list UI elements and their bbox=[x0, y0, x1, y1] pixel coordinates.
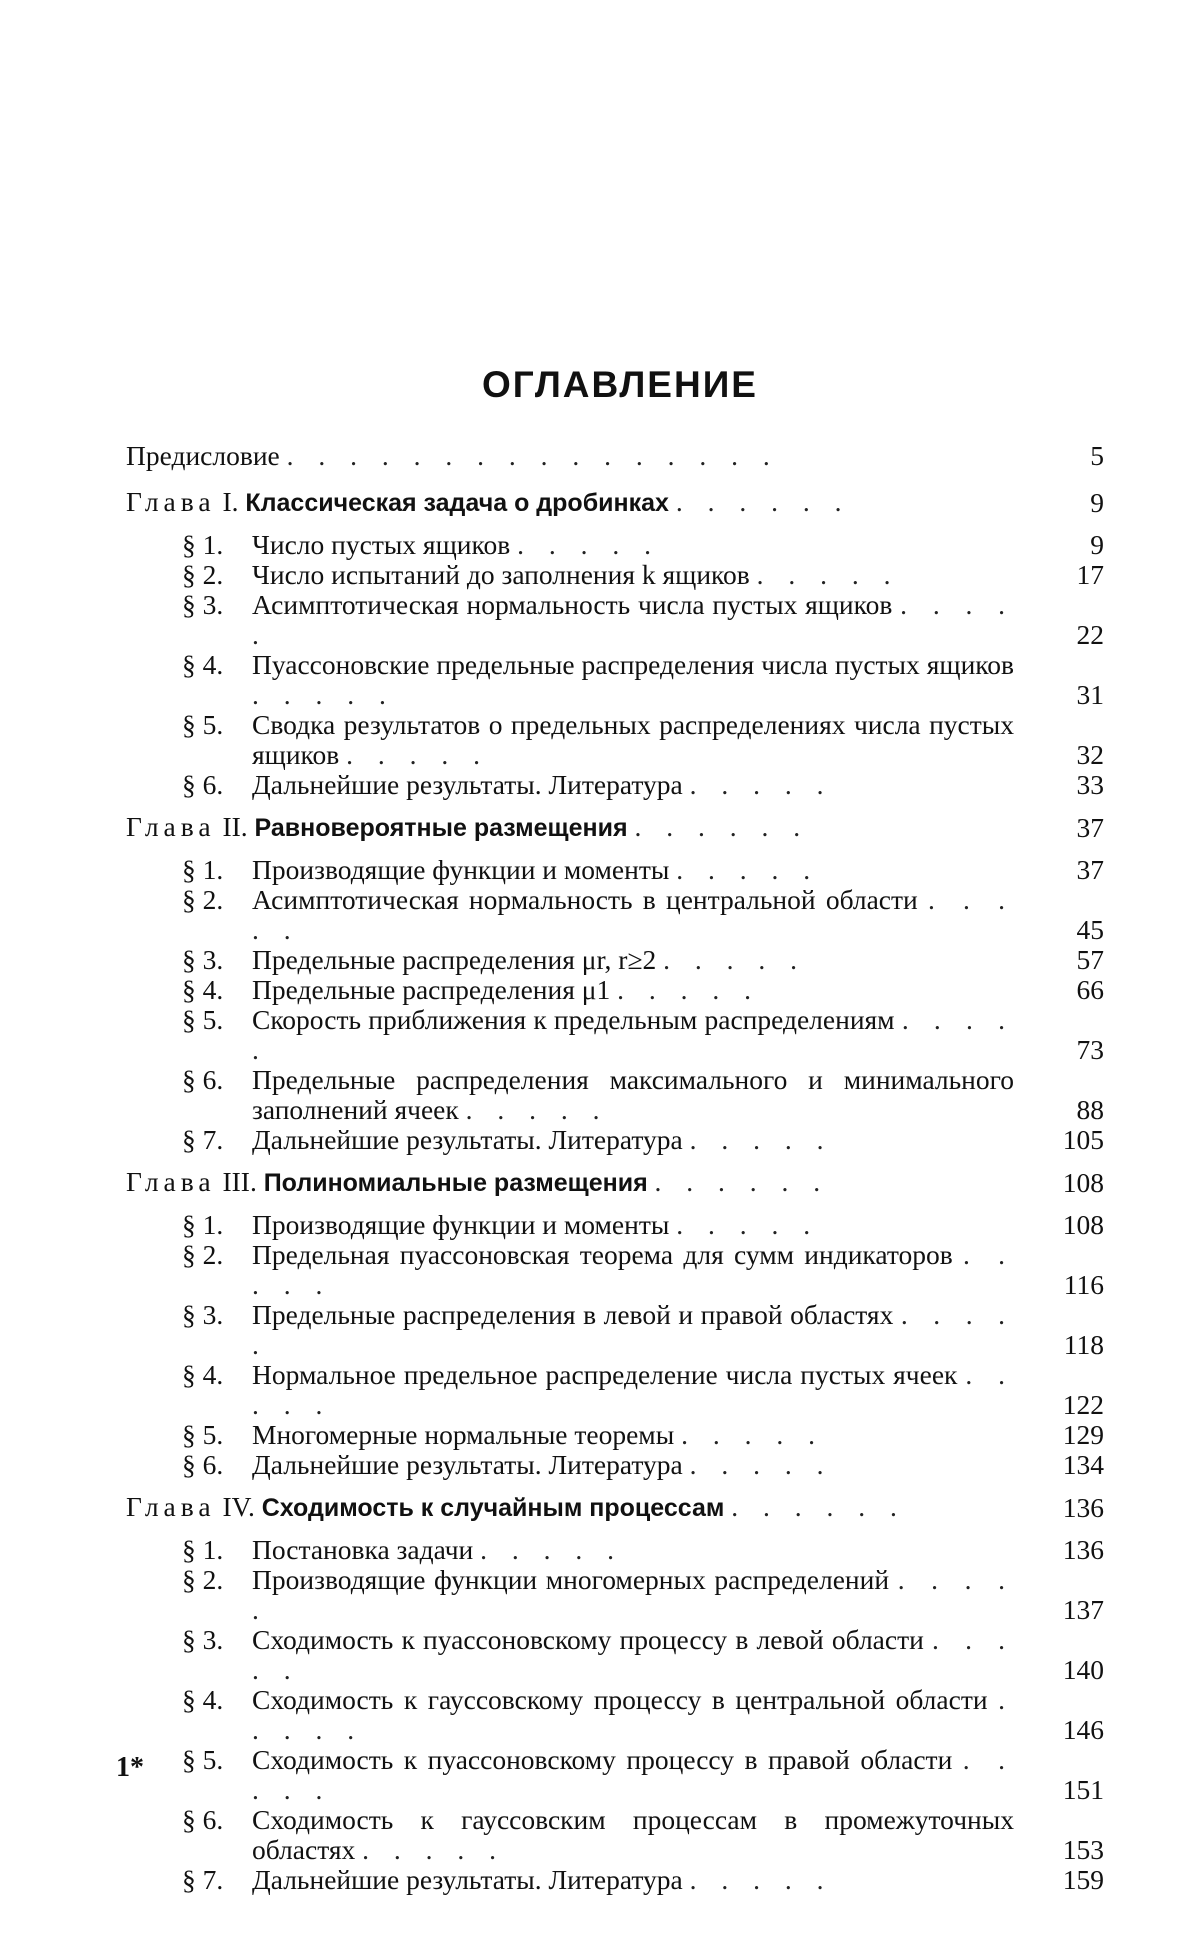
toc-chapter-entry: Глава III. Полиномиальные размещения . . . . . . 108 bbox=[126, 1166, 1104, 1198]
section-number: § 5. bbox=[182, 1004, 224, 1035]
toc-section-entry: § 3. Предельные распределения в левой и правой областях . . . . . 118 bbox=[182, 1299, 1104, 1360]
toc-section-entry: § 3. Асимптотическая нормальность числа пустых ящиков . . . . . 22 bbox=[182, 589, 1104, 650]
section-title: Нормальное предельное распределение числа пустых ячеек bbox=[252, 1359, 958, 1390]
toc-page-number: 88 bbox=[1076, 1094, 1104, 1125]
toc-page-number: 37 bbox=[1076, 812, 1104, 843]
toc-page-number: 73 bbox=[1076, 1034, 1104, 1065]
toc-page-number: 22 bbox=[1076, 619, 1104, 650]
section-title: Постановка задачи bbox=[252, 1534, 474, 1565]
toc-section-entry: § 4. Пуассоновские предельные распределения числа пустых ящиков . . . . . 31 bbox=[182, 649, 1104, 710]
toc-section-entry: § 4. Сходимость к гауссовскому процессу в центральной области . . . . . 146 bbox=[182, 1684, 1104, 1745]
toc-page-number: 9 bbox=[1090, 487, 1104, 518]
toc-page-number: 32 bbox=[1076, 739, 1104, 770]
toc-page-number: 140 bbox=[1062, 1654, 1104, 1685]
section-number: § 7. bbox=[182, 1864, 224, 1895]
toc-chapter-entry: Глава IV. Сходимость к случайным процессам . . . . . . 136 bbox=[126, 1491, 1104, 1523]
section-title: Дальнейшие результаты. Литература bbox=[252, 1449, 683, 1480]
toc-page-number: 5 bbox=[1090, 440, 1104, 471]
section-title: Пуассоновские предельные распределения числа пустых ящиков bbox=[252, 649, 1014, 680]
section-title: Производящие функции и моменты bbox=[252, 1209, 670, 1240]
section-title: Сводка результатов о предельных распределениях числа пустых ящиков bbox=[252, 709, 1014, 770]
chapter-numeral: I. bbox=[222, 486, 239, 517]
section-title: Сходимость к гауссовскому процессу в центральной области bbox=[252, 1684, 988, 1715]
section-number: § 4. bbox=[182, 974, 224, 1005]
toc-page-number: 105 bbox=[1062, 1124, 1104, 1155]
section-number: § 3. bbox=[182, 1624, 224, 1655]
section-number: § 4. bbox=[182, 649, 224, 680]
toc-page-number: 159 bbox=[1062, 1864, 1104, 1895]
toc-chapter-group bbox=[126, 812, 1104, 1155]
toc-page-number: 37 bbox=[1076, 854, 1104, 885]
chapter-numeral: IV. bbox=[222, 1491, 255, 1522]
toc-section-entry: § 1. Производящие функции и моменты . . . . . 108 bbox=[182, 1209, 1104, 1240]
toc-page-number: 108 bbox=[1062, 1209, 1104, 1240]
toc-section-entry: § 6. Сходимость к гауссовским процессам в промежуточных областях . . . . . 153 bbox=[182, 1804, 1104, 1865]
signature-mark: 1* bbox=[116, 1752, 144, 1783]
toc-page-number: 31 bbox=[1076, 679, 1104, 710]
toc-section-entry: § 5. Сводка результатов о предельных распределениях числа пустых ящиков . . . . . 32 bbox=[182, 709, 1104, 770]
section-title: Предельные распределения μr, r≥2 bbox=[252, 944, 657, 975]
toc-entry-label: Предисловие bbox=[126, 440, 280, 471]
chapter-prefix: Глава bbox=[126, 486, 216, 517]
chapter-numeral: II. bbox=[222, 811, 248, 842]
section-number: § 4. bbox=[182, 1359, 224, 1390]
chapter-prefix: Глава bbox=[126, 1491, 216, 1522]
toc-section-entry: § 4. Предельные распределения μ1 . . . . . 66 bbox=[182, 974, 1104, 1005]
toc-section-entry: § 7. Дальнейшие результаты. Литература . . . . . 159 bbox=[182, 1864, 1104, 1895]
toc-section-entry: § 6. Дальнейшие результаты. Литература . . . . . 33 bbox=[182, 769, 1104, 800]
section-number: § 3. bbox=[182, 589, 224, 620]
toc-page-number: 153 bbox=[1062, 1834, 1104, 1865]
toc-chapter-group bbox=[126, 487, 1104, 800]
section-title: Дальнейшие результаты. Литература bbox=[252, 769, 683, 800]
section-number: § 3. bbox=[182, 944, 224, 975]
toc-page-number: 146 bbox=[1062, 1714, 1104, 1745]
section-number: § 6. bbox=[182, 1064, 224, 1095]
toc-section-entry: § 2. Предельная пуассоновская теорема для сумм индикаторов . . . . . 116 bbox=[182, 1239, 1104, 1300]
toc-section-entry: § 3. Предельные распределения μr, r≥2 . . . . . 57 bbox=[182, 944, 1104, 975]
toc-section-entry: § 5. Сходимость к пуассоновскому процессу в правой области . . . . . 151 bbox=[182, 1744, 1104, 1805]
toc-page-number: 17 bbox=[1076, 559, 1104, 590]
toc-section-entry: § 1. Постановка задачи . . . . . 136 bbox=[182, 1534, 1104, 1565]
section-title: Предельные распределения максимального и минимального заполнений ячеек bbox=[252, 1064, 1014, 1125]
table-of-contents bbox=[126, 441, 1104, 1907]
section-number: § 1. bbox=[182, 529, 224, 560]
toc-page-number: 57 bbox=[1076, 944, 1104, 975]
toc-entry-preface: Предисловие . . . . . . . . . . . . . . . . 5 bbox=[126, 440, 1104, 471]
section-number: § 5. bbox=[182, 1419, 224, 1450]
section-title: Асимптотическая нормальность числа пустых ящиков bbox=[252, 589, 893, 620]
section-number: § 1. bbox=[182, 1534, 224, 1565]
chapter-title: Классическая задача о дробинках bbox=[245, 489, 669, 517]
toc-page-number: 33 bbox=[1076, 769, 1104, 800]
toc-section-entry: § 4. Нормальное предельное распределение числа пустых ячеек . . . . . 122 bbox=[182, 1359, 1104, 1420]
chapter-prefix: Глава bbox=[126, 1166, 216, 1197]
chapter-title: Полиномиальные размещения bbox=[263, 1169, 648, 1197]
section-title: Сходимость к пуассоновскому процессу в правой области bbox=[252, 1744, 953, 1775]
toc-page-number: 108 bbox=[1062, 1167, 1104, 1198]
section-title: Скорость приближения к предельным распределениям bbox=[252, 1004, 895, 1035]
section-title: Производящие функции и моменты bbox=[252, 854, 670, 885]
section-title: Предельная пуассоновская теорема для сумм индикаторов bbox=[252, 1239, 953, 1270]
section-number: § 6. bbox=[182, 1449, 224, 1480]
section-number: § 3. bbox=[182, 1299, 224, 1330]
toc-section-entry: § 5. Скорость приближения к предельным распределениям . . . . . 73 bbox=[182, 1004, 1104, 1065]
toc-chapter-group bbox=[126, 1492, 1104, 1895]
section-title: Сходимость к пуассоновскому процессу в левой области bbox=[252, 1624, 924, 1655]
toc-page-number: 45 bbox=[1076, 914, 1104, 945]
toc-section-entry: § 7. Дальнейшие результаты. Литература . . . . . 105 bbox=[182, 1124, 1104, 1155]
section-number: § 7. bbox=[182, 1124, 224, 1155]
section-number: § 1. bbox=[182, 854, 224, 885]
section-title: Предельные распределения μ1 bbox=[252, 974, 611, 1005]
section-title: Дальнейшие результаты. Литература bbox=[252, 1864, 683, 1895]
section-number: § 1. bbox=[182, 1209, 224, 1240]
toc-section-entry: § 5. Многомерные нормальные теоремы . . . . . 129 bbox=[182, 1419, 1104, 1450]
toc-page-number: 134 bbox=[1062, 1449, 1104, 1480]
toc-chapter-entry: Глава II. Равновероятные размещения . . . . . . 37 bbox=[126, 811, 1104, 843]
toc-chapter-entry: Глава I. Классическая задача о дробинках . . . . . . 9 bbox=[126, 486, 1104, 518]
toc-section-entry: § 2. Асимптотическая нормальность в центральной области . . . . . 45 bbox=[182, 884, 1104, 945]
toc-section-entry: § 3. Сходимость к пуассоновскому процессу в левой области . . . . . 140 bbox=[182, 1624, 1104, 1685]
page-title: ОГЛАВЛЕНИЕ bbox=[482, 364, 758, 405]
toc-page-number: 9 bbox=[1090, 529, 1104, 560]
section-title: Асимптотическая нормальность в центральной области bbox=[252, 884, 918, 915]
toc-chapter-group bbox=[126, 1167, 1104, 1480]
chapter-numeral: III. bbox=[222, 1166, 257, 1197]
section-title: Число пустых ящиков bbox=[252, 529, 511, 560]
section-title: Предельные распределения в левой и правой областях bbox=[252, 1299, 894, 1330]
toc-page-number: 136 bbox=[1062, 1534, 1104, 1565]
toc-section-entry: § 1. Производящие функции и моменты . . . . . 37 bbox=[182, 854, 1104, 885]
section-number: § 5. bbox=[182, 709, 224, 740]
toc-page-number: 151 bbox=[1062, 1774, 1104, 1805]
toc-page-number: 137 bbox=[1062, 1594, 1104, 1625]
toc-page-number: 116 bbox=[1063, 1269, 1104, 1300]
section-title: Производящие функции многомерных распределений bbox=[252, 1564, 890, 1595]
section-title: Число испытаний до заполнения k ящиков bbox=[252, 559, 750, 590]
section-title: Дальнейшие результаты. Литература bbox=[252, 1124, 683, 1155]
toc-section-entry: § 6. Предельные распределения максимального и минимального заполнений ячеек . . . . . 88 bbox=[182, 1064, 1104, 1125]
toc-page-number: 66 bbox=[1076, 974, 1104, 1005]
chapter-prefix: Глава bbox=[126, 811, 216, 842]
section-title: Сходимость к гауссовским процессам в промежуточных областях bbox=[252, 1804, 1014, 1865]
toc-page-number: 136 bbox=[1062, 1492, 1104, 1523]
section-number: § 2. bbox=[182, 1564, 224, 1595]
section-number: § 2. bbox=[182, 559, 224, 590]
section-number: § 6. bbox=[182, 1804, 224, 1835]
section-title: Многомерные нормальные теоремы bbox=[252, 1419, 675, 1450]
section-number: § 4. bbox=[182, 1684, 224, 1715]
toc-section-entry: § 2. Производящие функции многомерных распределений . . . . . 137 bbox=[182, 1564, 1104, 1625]
chapter-title: Равновероятные размещения bbox=[254, 814, 628, 842]
toc-section-entry: § 2. Число испытаний до заполнения k ящиков . . . . . 17 bbox=[182, 559, 1104, 590]
toc-page-number: 118 bbox=[1063, 1329, 1104, 1360]
section-number: § 2. bbox=[182, 1239, 224, 1270]
chapter-title: Сходимость к случайным процессам bbox=[261, 1494, 725, 1522]
toc-page-number: 129 bbox=[1062, 1419, 1104, 1450]
toc-page-number: 122 bbox=[1062, 1389, 1104, 1420]
toc-section-entry: § 6. Дальнейшие результаты. Литература . . . . . 134 bbox=[182, 1449, 1104, 1480]
toc-section-entry: § 1. Число пустых ящиков . . . . . 9 bbox=[182, 529, 1104, 560]
section-number: § 5. bbox=[182, 1744, 224, 1775]
section-number: § 2. bbox=[182, 884, 224, 915]
section-number: § 6. bbox=[182, 769, 224, 800]
